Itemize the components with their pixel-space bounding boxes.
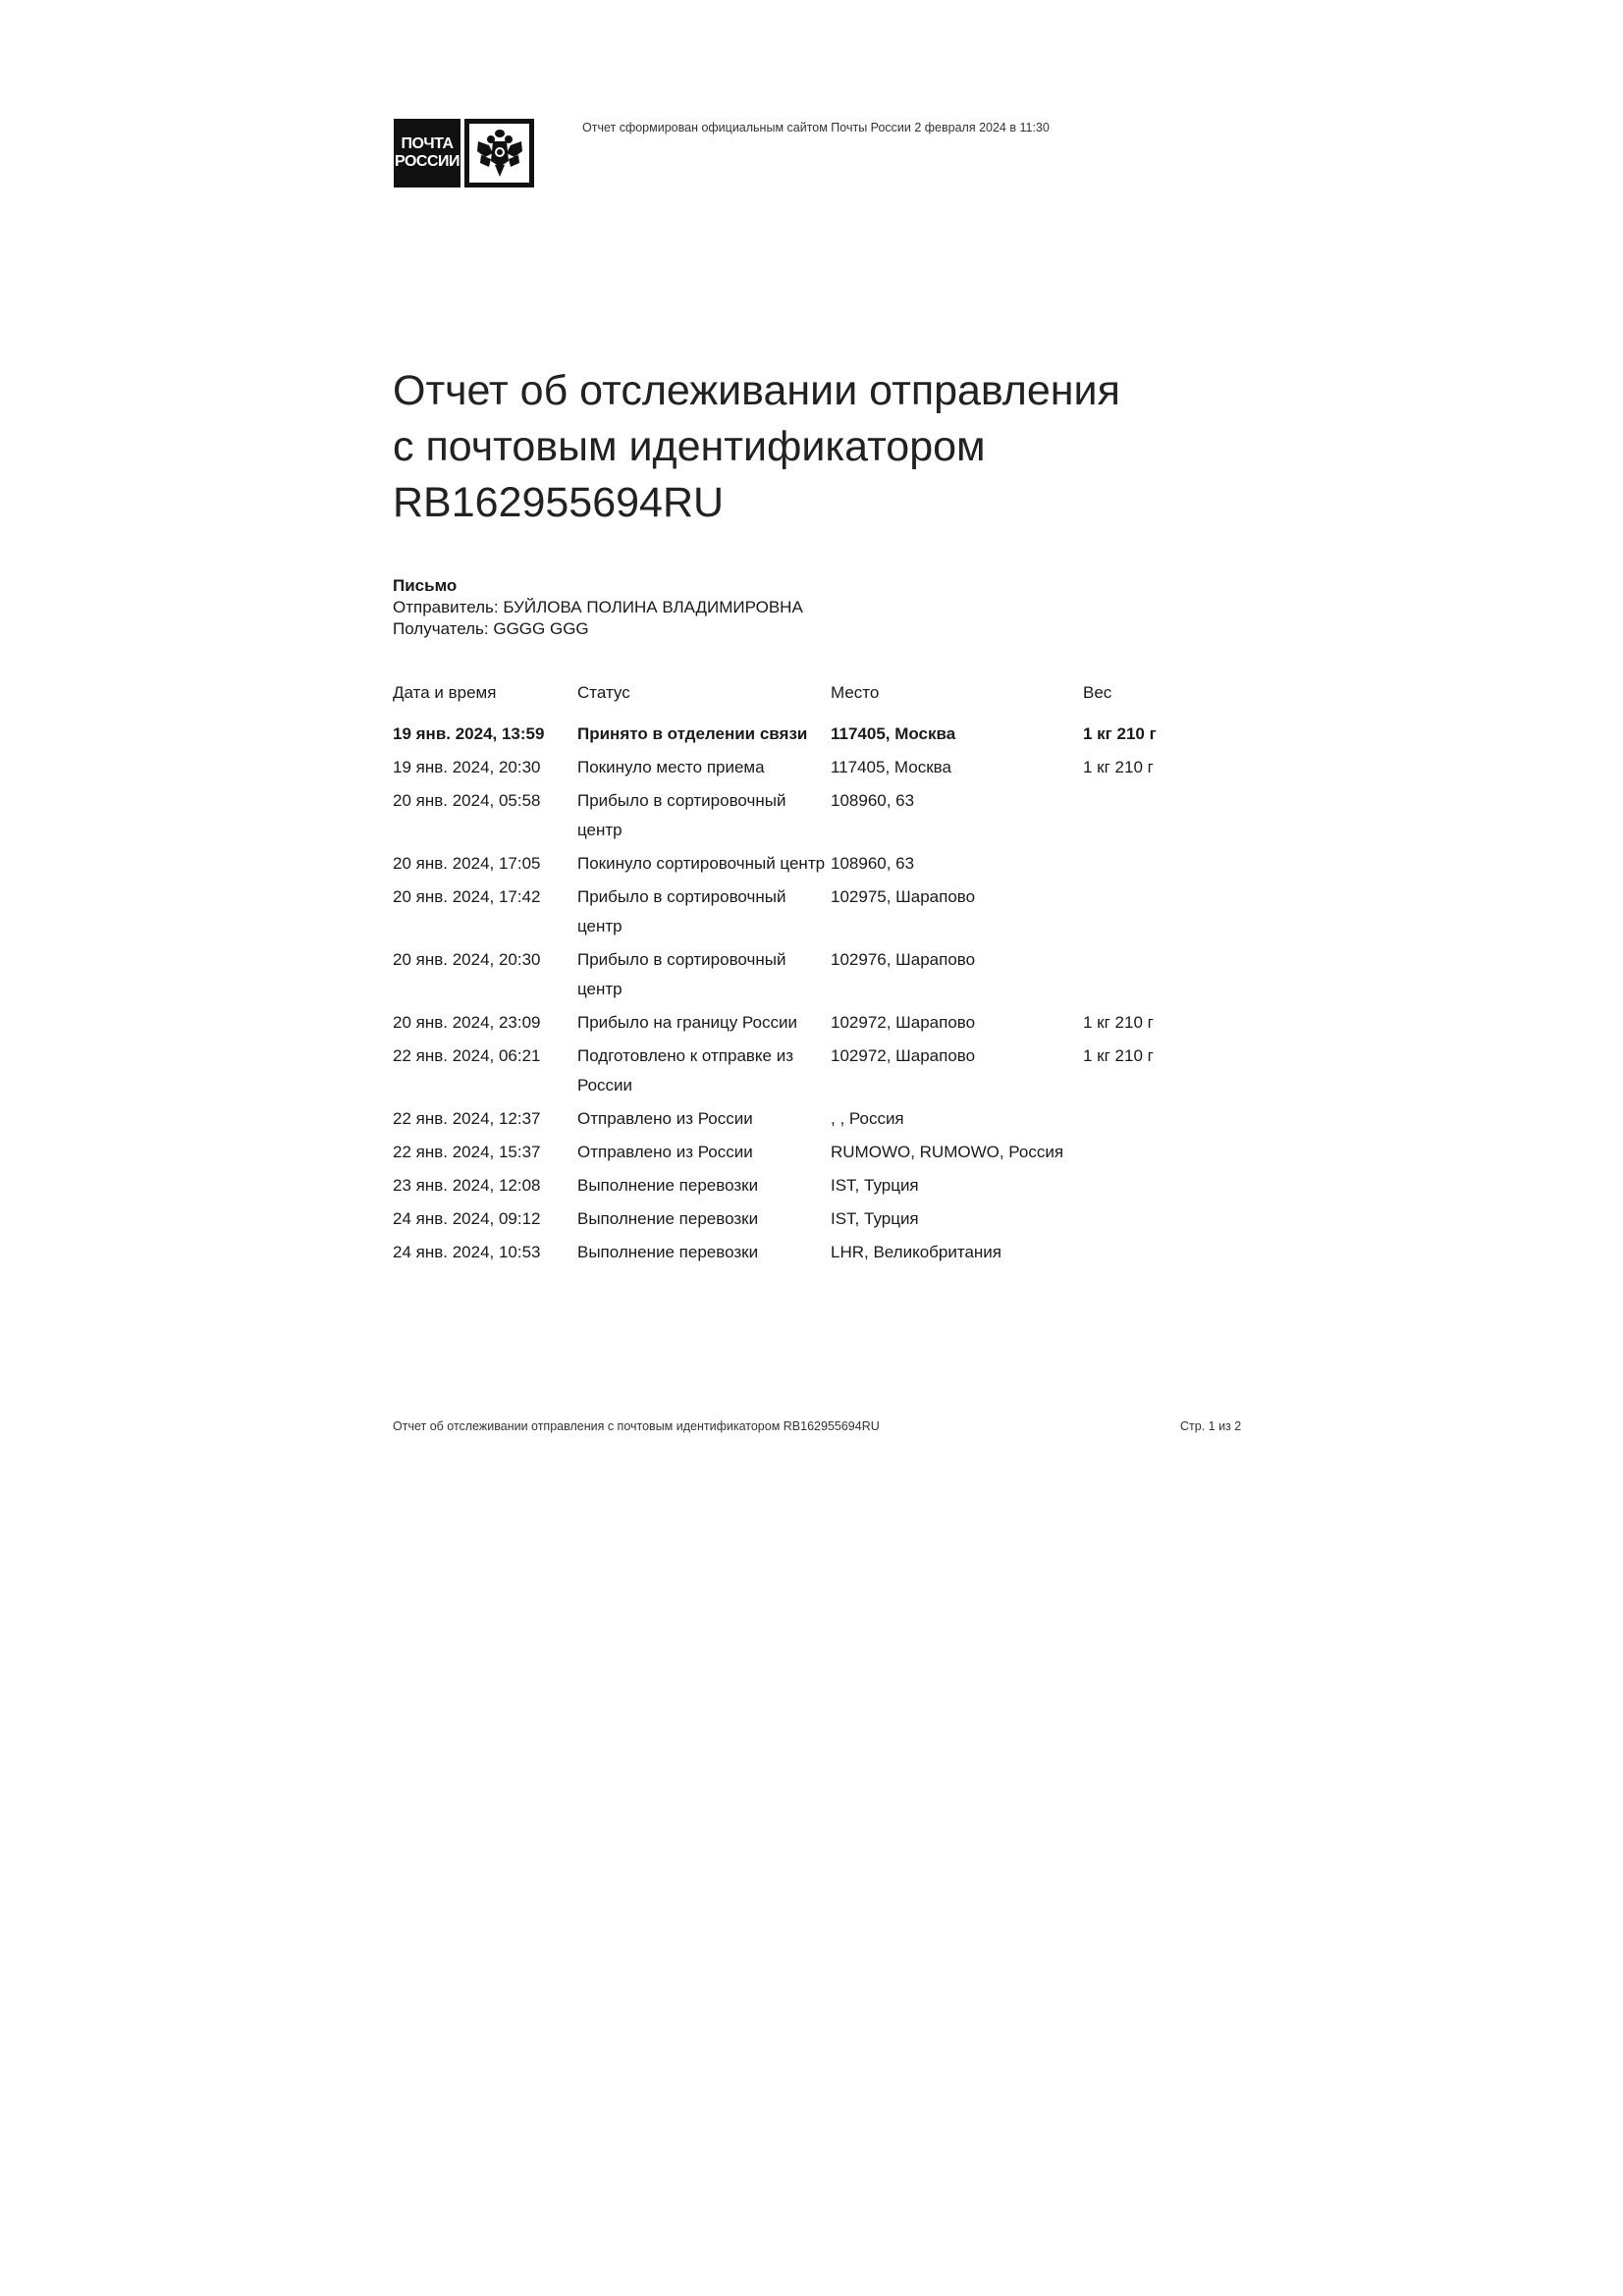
cell-status: Выполнение перевозки bbox=[577, 1243, 759, 1261]
cell-place: 102972, Шарапово bbox=[831, 1013, 976, 1032]
table-row bbox=[393, 882, 1201, 945]
cell-datetime: 24 янв. 2024, 09:12 bbox=[393, 1209, 541, 1228]
page-title bbox=[393, 363, 1276, 531]
cell-datetime: 23 янв. 2024, 12:08 bbox=[393, 1176, 541, 1195]
cell-place: 117405, Москва bbox=[831, 758, 951, 776]
cell-weight: 1 кг 210 г bbox=[1083, 724, 1157, 743]
cell-datetime: 24 янв. 2024, 10:53 bbox=[393, 1243, 541, 1261]
cell-place: 108960, 63 bbox=[831, 791, 915, 810]
cell-weight bbox=[1083, 1138, 1201, 1171]
cell-datetime: 20 янв. 2024, 05:58 bbox=[393, 791, 541, 810]
cell-weight bbox=[1083, 1171, 1201, 1204]
cell-place: 108960, 63 bbox=[831, 854, 915, 873]
cell-datetime: 20 янв. 2024, 17:42 bbox=[393, 887, 541, 906]
cell-datetime: 20 янв. 2024, 17:05 bbox=[393, 854, 541, 873]
cell-weight bbox=[1083, 1104, 1201, 1138]
double-headed-eagle-icon bbox=[475, 128, 524, 179]
shipment-info bbox=[393, 575, 803, 640]
logo-wordmark bbox=[394, 119, 460, 187]
cell-status: Прибыло на границу России bbox=[577, 1013, 797, 1032]
cell-place: RUMOWO, RUMOWO, Россия bbox=[831, 1143, 1064, 1161]
cell-datetime: 19 янв. 2024, 13:59 bbox=[393, 724, 545, 743]
title-line-2: с почтовым идентификатором bbox=[393, 423, 986, 470]
cell-weight bbox=[1083, 1238, 1201, 1271]
cell-status: Прибыло в сортировочный центр bbox=[577, 791, 786, 839]
cell-status: Выполнение перевозки bbox=[577, 1176, 759, 1195]
table-row bbox=[393, 945, 1201, 1008]
page-number: Стр. 1 из 2 bbox=[1180, 1419, 1242, 1433]
cell-weight bbox=[1083, 882, 1201, 945]
table-row bbox=[393, 1041, 1201, 1104]
table-row bbox=[393, 1104, 1201, 1138]
cell-weight: 1 кг 210 г bbox=[1083, 1013, 1154, 1032]
cell-place: IST, Турция bbox=[831, 1176, 919, 1195]
cell-datetime: 20 янв. 2024, 20:30 bbox=[393, 950, 541, 969]
tracking-number: RB162955694RU bbox=[393, 479, 725, 526]
cell-datetime: 22 янв. 2024, 12:37 bbox=[393, 1109, 541, 1128]
cell-weight bbox=[1083, 1204, 1201, 1238]
table-row bbox=[393, 753, 1201, 786]
russian-post-logo bbox=[394, 119, 534, 187]
table-row bbox=[393, 1171, 1201, 1204]
table-row bbox=[393, 1008, 1201, 1041]
cell-place: 102972, Шарапово bbox=[831, 1046, 976, 1065]
table-row bbox=[393, 1238, 1201, 1271]
table-row bbox=[393, 1138, 1201, 1171]
cell-datetime: 19 янв. 2024, 20:30 bbox=[393, 758, 541, 776]
cell-weight: 1 кг 210 г bbox=[1083, 1046, 1154, 1065]
logo-emblem bbox=[464, 119, 534, 187]
cell-status: Отправлено из России bbox=[577, 1143, 753, 1161]
table-row bbox=[393, 786, 1201, 849]
cell-datetime: 22 янв. 2024, 15:37 bbox=[393, 1143, 541, 1161]
cell-weight bbox=[1083, 786, 1201, 849]
table-row bbox=[393, 849, 1201, 882]
shipment-kind: Письмо bbox=[393, 576, 458, 595]
cell-place: LHR, Великобритания bbox=[831, 1243, 1002, 1261]
cell-status: Покинуло сортировочный центр bbox=[577, 854, 826, 873]
header-weight: Вес bbox=[1083, 683, 1112, 702]
header-datetime: Дата и время bbox=[393, 683, 497, 702]
cell-status: Выполнение перевозки bbox=[577, 1209, 759, 1228]
cell-status: Подготовлено к отправке из России bbox=[577, 1046, 794, 1095]
cell-status: Прибыло в сортировочный центр bbox=[577, 887, 786, 935]
cell-status: Отправлено из России bbox=[577, 1109, 753, 1128]
cell-status: Покинуло место приема bbox=[577, 758, 765, 776]
report-generated-note: Отчет сформирован официальным сайтом Почты России 2 февраля 2024 в 11:30 bbox=[582, 121, 1050, 134]
header-place: Место bbox=[831, 683, 880, 702]
cell-weight bbox=[1083, 945, 1201, 1008]
cell-status: Принято в отделении связи bbox=[577, 724, 808, 743]
recipient: Получатель: GGGG GGG bbox=[393, 619, 589, 638]
cell-place: 117405, Москва bbox=[831, 724, 956, 743]
cell-datetime: 20 янв. 2024, 23:09 bbox=[393, 1013, 541, 1032]
sender: Отправитель: БУЙЛОВА ПОЛИНА ВЛАДИМИРОВНА bbox=[393, 598, 803, 616]
footer-document-title: Отчет об отслеживании отправления с почтовым идентификатором RB162955694RU bbox=[393, 1419, 880, 1433]
cell-weight: 1 кг 210 г bbox=[1083, 758, 1154, 776]
cell-datetime: 22 янв. 2024, 06:21 bbox=[393, 1046, 541, 1065]
table-header-row bbox=[393, 678, 1201, 720]
table-row bbox=[393, 1204, 1201, 1238]
cell-status: Прибыло в сортировочный центр bbox=[577, 950, 786, 998]
header-status: Статус bbox=[577, 683, 630, 702]
title-line-1: Отчет об отслеживании отправления bbox=[393, 367, 1120, 414]
cell-place: IST, Турция bbox=[831, 1209, 919, 1228]
tracking-events-table bbox=[393, 678, 1201, 1271]
cell-place: 102975, Шарапово bbox=[831, 887, 976, 906]
cell-place: , , Россия bbox=[831, 1109, 904, 1128]
logo-line-2: РОССИИ bbox=[394, 153, 460, 170]
table-row bbox=[393, 720, 1201, 753]
cell-place: 102976, Шарапово bbox=[831, 950, 976, 969]
cell-weight bbox=[1083, 849, 1201, 882]
logo-line-1: ПОЧТА bbox=[401, 135, 454, 152]
